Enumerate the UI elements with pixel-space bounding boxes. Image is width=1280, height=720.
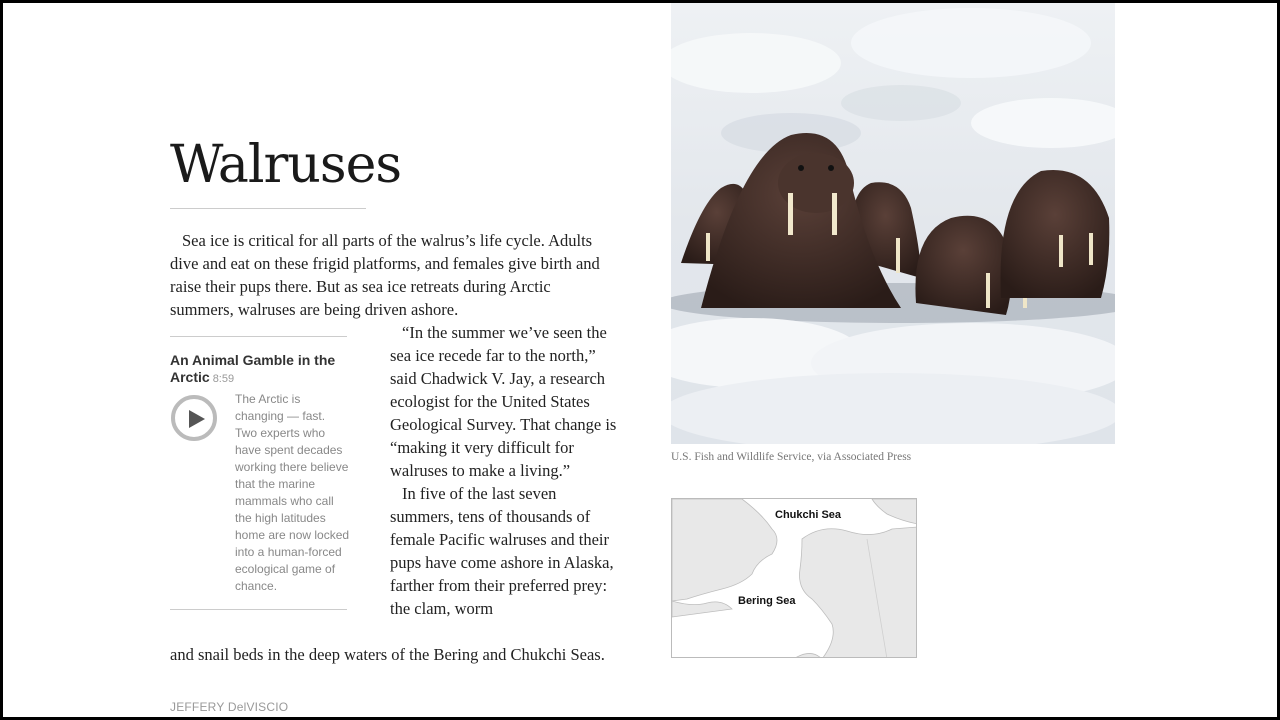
map-label-chukchi-sea: Chukchi Sea bbox=[775, 509, 842, 521]
walrus-photo bbox=[671, 3, 1115, 444]
video-bottom-divider bbox=[170, 609, 347, 610]
video-title[interactable] bbox=[170, 352, 355, 388]
video-description: The Arctic is changing — fast. Two experts who have spent decades working there believe that the marine mammals who call the high latitudes home are now locked into a human-forced ecological game of chance. bbox=[235, 392, 350, 593]
map-illustration bbox=[672, 499, 917, 658]
play-button[interactable] bbox=[171, 395, 217, 441]
quote-paragraph: “In the summer we’ve seen the sea ice recede far to the north,” said Chadwick V. Jay, a research ecologist for the United States Geological Survey. That change is “making it very difficult for walruses to make a living.” bbox=[390, 323, 617, 480]
video-duration: 8:59 bbox=[212, 373, 235, 385]
body-paragraph: In five of the last seven summers, tens of thousands of female Pacific walruses and their pups have come ashore in Alaska, farther from their preferred prey: the clam, worm bbox=[390, 484, 614, 618]
walrus-illustration bbox=[671, 3, 1115, 444]
photo-caption: U.S. Fish and Wildlife Service, via Associated Press bbox=[671, 451, 912, 463]
video-top-divider bbox=[170, 336, 347, 337]
video-title-text[interactable]: An Animal Gamble in the Arctic bbox=[170, 352, 336, 385]
byline: JEFFERY DelVISCIO bbox=[170, 700, 289, 714]
locator-map bbox=[671, 498, 917, 658]
article-column bbox=[390, 321, 618, 620]
map-label-bering-sea: Bering Sea bbox=[738, 595, 796, 607]
title-divider bbox=[170, 208, 366, 209]
article-title: Walruses bbox=[170, 135, 402, 195]
play-icon bbox=[188, 409, 206, 429]
body-paragraph-continued: and snail beds in the deep waters of the Bering and Chukchi Seas. bbox=[170, 645, 605, 664]
intro-paragraph: Sea ice is critical for all parts of the walrus’s life cycle. Adults dive and eat on these frigid platforms, and females give birth and raise their pups there. But as sea ice retreats during Arctic summers, walruses are being driven ashore. bbox=[170, 231, 600, 319]
